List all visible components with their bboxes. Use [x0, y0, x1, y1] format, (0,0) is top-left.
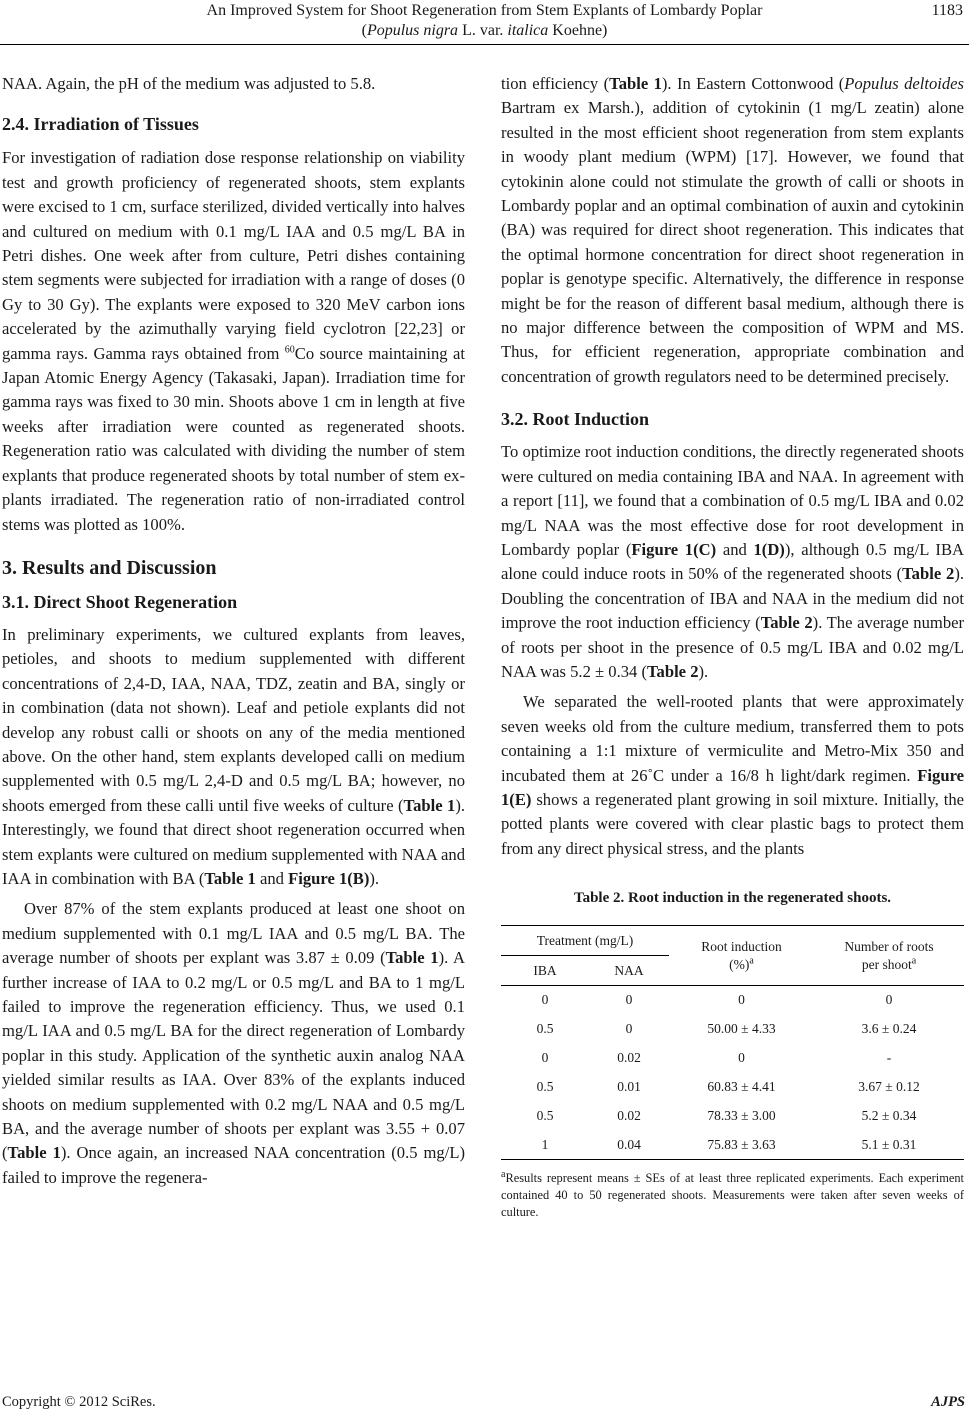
table-cell-naa: 0.02	[617, 1108, 641, 1124]
text-run: Co source maintaining at Japan Atomic Energy Agency (Takasaki, Japan). Irradiation time for gamma rays was fixed to 30 min. Shoots above 1 cm in length at five weeks after irradiation were counted as regenerated shoots. Regeneration ratio was calculated with dividing the number of stem explants that produce regenerated shoots by total number of stem explants irradiated. The regeneration ratio of non-irradiated control stems was plotted as 100%.	[2, 343, 466, 534]
table-cell-naa: 0.02	[617, 1050, 641, 1066]
header-text: (%)	[729, 956, 750, 972]
text-run: ). Interestingly, we found that direct shoot regeneration occurred when stem explants were cultured on medium supplemented with NAA and IAA in combination with BA (	[2, 795, 465, 888]
header-iba: IBA	[533, 962, 557, 978]
page-number: 1183	[931, 2, 963, 19]
paragraph-naa-ph: NAA. Again, the pH of the medium was adjusted to 5.8.	[2, 74, 376, 93]
table-ref: Table 2	[647, 661, 699, 681]
left-column	[2, 72, 465, 1190]
paragraph-root-induction	[501, 440, 964, 684]
text-run: ), although 0.5 mg/L IBA alone could induce roots in 50% of the regenerated shoots (	[501, 539, 964, 584]
table-row	[501, 1102, 964, 1131]
header-treatment: Treatment (mg/L)	[501, 926, 669, 956]
paragraph-preliminary	[2, 623, 465, 891]
table2-footnote	[501, 1170, 964, 1221]
table-cell-iba: 0.5	[536, 1108, 554, 1124]
figure-ref: Figure 1(C)	[631, 539, 717, 559]
figure-ref: 1(D)	[753, 539, 785, 559]
table-cell-ri: 50.00 ± 4.33	[707, 1021, 776, 1037]
table-row	[501, 1015, 964, 1044]
paragraph-cottonwood	[501, 72, 964, 389]
heading-root-induction: 3.2. Root Induction	[501, 409, 650, 430]
table-ref: Table 1	[609, 74, 662, 93]
header-rule	[0, 44, 969, 45]
table-ref: Table 2	[760, 613, 813, 633]
table-cell-nr: -	[886, 1050, 892, 1066]
table-row	[501, 986, 964, 1015]
table-cell-iba: 0	[541, 1050, 549, 1066]
text-run: For investigation of radiation dose response relationship on viability test and growth proficiency of regenerated shoots, stem explants were excised to 1 cm, surface sterilized, divided vertically into halves and cultured on medium with 0.1 mg/L IAA and 0.5 mg/L BA in Petri dishes. One week after from culture, Petri dishes containing stem segments were subjected for irradiation with a range of doses (0 Gy to 30 Gy). The explants were exposed to 320 MeV carbon ions accelerated by the azimuthally varying field cyclotron [22,23] or gamma rays. Gamma rays obtained from	[2, 148, 465, 363]
text-run: tion efficiency (	[501, 74, 610, 93]
text-run: ). The average number of roots per shoot in the presence of 0.5 mg/L IBA and 0.02 mg/L NAA was 5.2 ± 0.34 (	[501, 613, 965, 681]
header-naa: NAA	[614, 962, 644, 978]
text-run: shows a regenerated plant growing in soil mixture. Initially, the potted plants were covered with clear plastic bags to protect them from any direct physical stress, and the plants	[501, 789, 964, 858]
text-run: ).	[369, 868, 380, 888]
table2	[501, 925, 964, 1160]
header-text: per shoot	[861, 956, 912, 972]
header-variety: italica	[507, 22, 549, 39]
journal-abbrev: AJPS	[931, 1394, 965, 1410]
paragraph-over-87	[2, 897, 465, 1190]
table-cell-iba: 0.5	[536, 1079, 554, 1095]
table-cell-ri: 75.83 ± 3.63	[707, 1136, 776, 1152]
header-text: Number of roots	[844, 938, 934, 954]
table2-body	[501, 986, 964, 1160]
table-ref: Table 2	[902, 564, 955, 584]
right-column	[501, 72, 964, 1221]
header-text: Root induction	[701, 938, 782, 954]
heading-irradiation: 2.4. Irradiation of Tissues	[2, 114, 199, 135]
text-run: To optimize root induction conditions, the directly regenerated shoots were cultured on media containing IBA and NAA. In agreement with a report [11], we found that a combination of 0.5 mg/L IBA and 0.02 mg/L NAA was the most effective dose for root development in Lombardy poplar (	[501, 442, 964, 559]
table-cell-ri: 60.83 ± 4.41	[707, 1079, 776, 1095]
table-ref: Table 1	[204, 868, 256, 888]
table-cell-nr: 5.2 ± 0.34	[861, 1108, 917, 1124]
header-mid: L. var.	[458, 22, 508, 39]
table-cell-naa: 0.04	[617, 1136, 641, 1152]
running-header	[0, 0, 969, 42]
table-cell-nr: 3.6 ± 0.24	[861, 1021, 917, 1037]
table-cell-iba: 0.5	[536, 1021, 554, 1037]
table-cell-ri: 0	[738, 1050, 745, 1066]
header-title-line2	[0, 21, 969, 41]
table-ref: Table 1	[7, 1143, 61, 1163]
table-ref: Table 1	[385, 948, 439, 968]
figure-ref: Figure 1(E)	[501, 765, 964, 809]
footnote-marker: a	[749, 955, 754, 967]
text-run: Bartram ex Marsh.), addition of cytokinin (1 mg/L zeatin) alone resulted in the most efficient shoot regeneration from stem explants in woody plant medium (WPM) [17]. However, we found that cytokinin alone could not stimulate the growth of calli or shoots in Lombardy poplar and an optimal combination of auxin and cytokinin (BA) was required for direct shoot regeneration. This indicates that the optimal hormone concentration for direct shoot regeneration in poplar is genotype specific. Alternatively, the difference in response might be for the reason of different basal medium, although there is no major difference between the composition of WPM and MS. Thus, for efficient regeneration, appropriate combination and concentration of growth regulators need to be determined precisely.	[501, 98, 964, 386]
table-ref: Table 1	[403, 795, 456, 815]
heading-results-discussion: 3. Results and Discussion	[2, 556, 217, 579]
superscript: 60	[284, 344, 295, 356]
text-run: ). In Eastern Cottonwood (	[661, 74, 845, 93]
table-row	[501, 1131, 964, 1160]
table-cell-nr: 0	[885, 992, 893, 1008]
text-run: ). Once again, an increased NAA concentration (0.5 mg/L) failed to improve the regenera-	[2, 1143, 465, 1187]
heading-direct-shoot-regeneration: 3.1. Direct Shoot Regeneration	[2, 591, 238, 612]
copyright: Copyright © 2012 SciRes.	[2, 1394, 156, 1410]
text-run: ).	[698, 661, 709, 681]
table-row	[501, 1044, 964, 1073]
header-title-line1: An Improved System for Shoot Regeneration from Stem Explants of Lombardy Poplar	[206, 2, 763, 19]
text-run: We separated the well-rooted plants that were approximately seven weeks old from the culture medium, transferred them to pots containing a 1:1 mixture of vermiculite and Metro-Mix 350 and incubated them at 26˚C under a 16/8 h light/dark regimen.	[501, 692, 964, 785]
header-suffix: Koehne)	[548, 22, 608, 39]
table2-caption: Table 2. Root induction in the regenerated shoots.	[573, 890, 892, 907]
table-cell-iba: 0	[541, 992, 549, 1008]
table-cell-nr: 5.1 ± 0.31	[861, 1136, 917, 1152]
header-prefix: (	[361, 22, 367, 39]
header-roots-per-shoot	[814, 926, 964, 986]
footnote-marker: a	[501, 1169, 506, 1181]
table-cell-naa: 0	[625, 992, 633, 1008]
text-run: In preliminary experiments, we cultured explants from leaves, petioles, and shoots to medium supplemented with different concentrations of 2,4-D, IAA, NAA, TDZ, zeatin and BA, singly or in combination (data not shown). Leaf and petiole explants did not develop any robust calli or shoots on any of the media mentioned above. On the other hand, stem explants developed calli on medium supplemented with 0.5 mg/L 2,4-D and 0.5 mg/L BA; however, no shoots emerged from these calli until five weeks of culture (	[2, 624, 465, 815]
table-cell-nr: 3.67 ± 0.12	[858, 1079, 920, 1095]
text-run: ). Doubling the concentration of IBA and NAA in the medium did not improve the root induction efficiency (	[501, 564, 964, 633]
paragraph-irradiation	[2, 146, 465, 537]
table-cell-iba: 1	[541, 1136, 549, 1152]
table-cell-naa: 0	[625, 1021, 633, 1037]
species-name: Populus deltoides	[844, 74, 964, 93]
text-run: ). A further increase of IAA to 0.2 mg/L or 0.5 mg/L and BA to 1 mg/L failed to improve the regeneration efficiency. Thus, we used 0.1 mg/L IAA and 0.5 mg/L BA for the direct regeneration of Lombardy poplar in this study. Application of the synthetic auxin analog NAA yielded similar results as IAA. Over 83% of the explants induced shoots on medium supplemented with 0.2 mg/L NAA and 0.5 mg/L BA, and the average number of shoots per explant was 3.55 + 0.07 (	[2, 948, 465, 1163]
paragraph-potting	[501, 690, 964, 861]
header-species: Populus nigra	[366, 22, 459, 39]
table-row	[501, 1073, 964, 1102]
table-cell-ri: 78.33 ± 3.00	[707, 1108, 776, 1124]
figure-ref: Figure 1(B)	[288, 868, 370, 888]
table-cell-naa: 0.01	[617, 1079, 641, 1095]
header-root-induction	[669, 926, 814, 986]
text-run: and	[255, 868, 289, 888]
text-run: and	[716, 539, 754, 559]
footnote-text: Results represent means ± SEs of at least three replicated experiments. Each experiment contained 40 to 50 regenerated shoots. Measurements were taken after seven weeks of culture.	[501, 1171, 964, 1220]
text-run: Over 87% of the stem explants produced at least one shoot on medium supplemented with 0.1 mg/L IAA and 0.5 mg/L BA. The average number of shoots per explant was 3.87 ± 0.09 (	[2, 899, 465, 968]
table-cell-ri: 0	[738, 992, 745, 1008]
footnote-marker: a	[911, 955, 917, 967]
